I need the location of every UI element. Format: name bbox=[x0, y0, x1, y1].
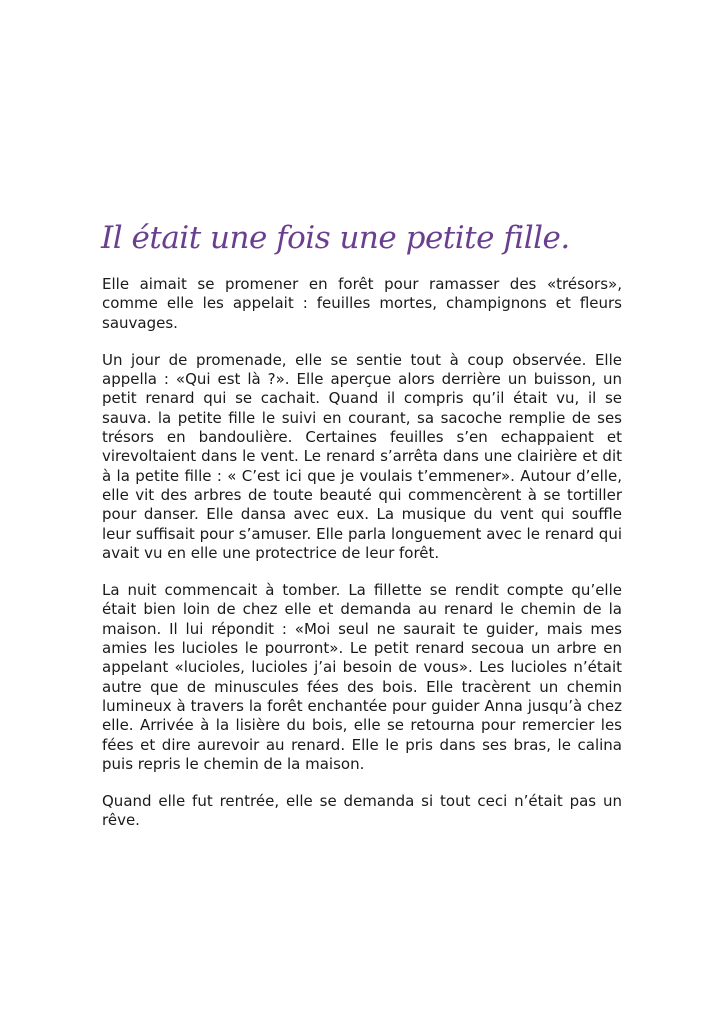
story-title: Il était une fois une petite fille. bbox=[101, 220, 570, 256]
story-paragraph: Quand elle fut rentrée, elle se demanda si tout ceci n’était pas un rêve. bbox=[102, 792, 622, 830]
story-paragraph: Un jour de promenade, elle se sentie tout à coup observée. Elle appella : «Qui est là ?». Elle aperçue alors derrière un buisson, un petit renard qui se cachait. Quand il compris qu’il était vu, il se sauva. la petite fille le suivi en courant, sa sacoche remplie de ses trésors en bandoulière. Certaines feuilles s’en echappaient et virevoltaient dans le vent. Le renard s’arrêta dans une clairière et dit à la petite fille : « C’est ici que je voulais t’emmener». Autour d’elle, elle vit des arbres de toute beauté qui commencèrent à se tortiller pour danser. Elle dansa avec eux. La musique du vent qui souffle leur suffisait pour s’amuser. Elle parla longuement avec le renard qui avait vu en elle une protectrice de leur forêt. bbox=[102, 350, 622, 562]
story-paragraph: La nuit commencait à tomber. La fillette se rendit compte qu’elle était bien loin de chez elle et demanda au renard le chemin de la maison. Il lui répondit : «Moi seul ne saurait te guider, mais mes amies les lucioles le pourront». Le petit renard secoua un arbre en appelant «lucioles, lucioles j’ai besoin de vous». Les lucioles n’était autre que de minuscules fées des bois. Elle tracèrent un chemin lumineux à travers la forêt enchantée pour guider Anna jusqu’à chez elle. Arrivée à la lisière du bois, elle se retourna pour remercier les fées et dire aurevoir au renard. Elle le pris dans ses bras, le calina puis repris le chemin de la maison. bbox=[102, 581, 622, 773]
story-body bbox=[102, 275, 622, 849]
story-paragraph: Elle aimait se promener en forêt pour ramasser des «trésors», comme elle les appelait : feuilles mortes, champignons et fleurs sauvages. bbox=[102, 275, 622, 332]
